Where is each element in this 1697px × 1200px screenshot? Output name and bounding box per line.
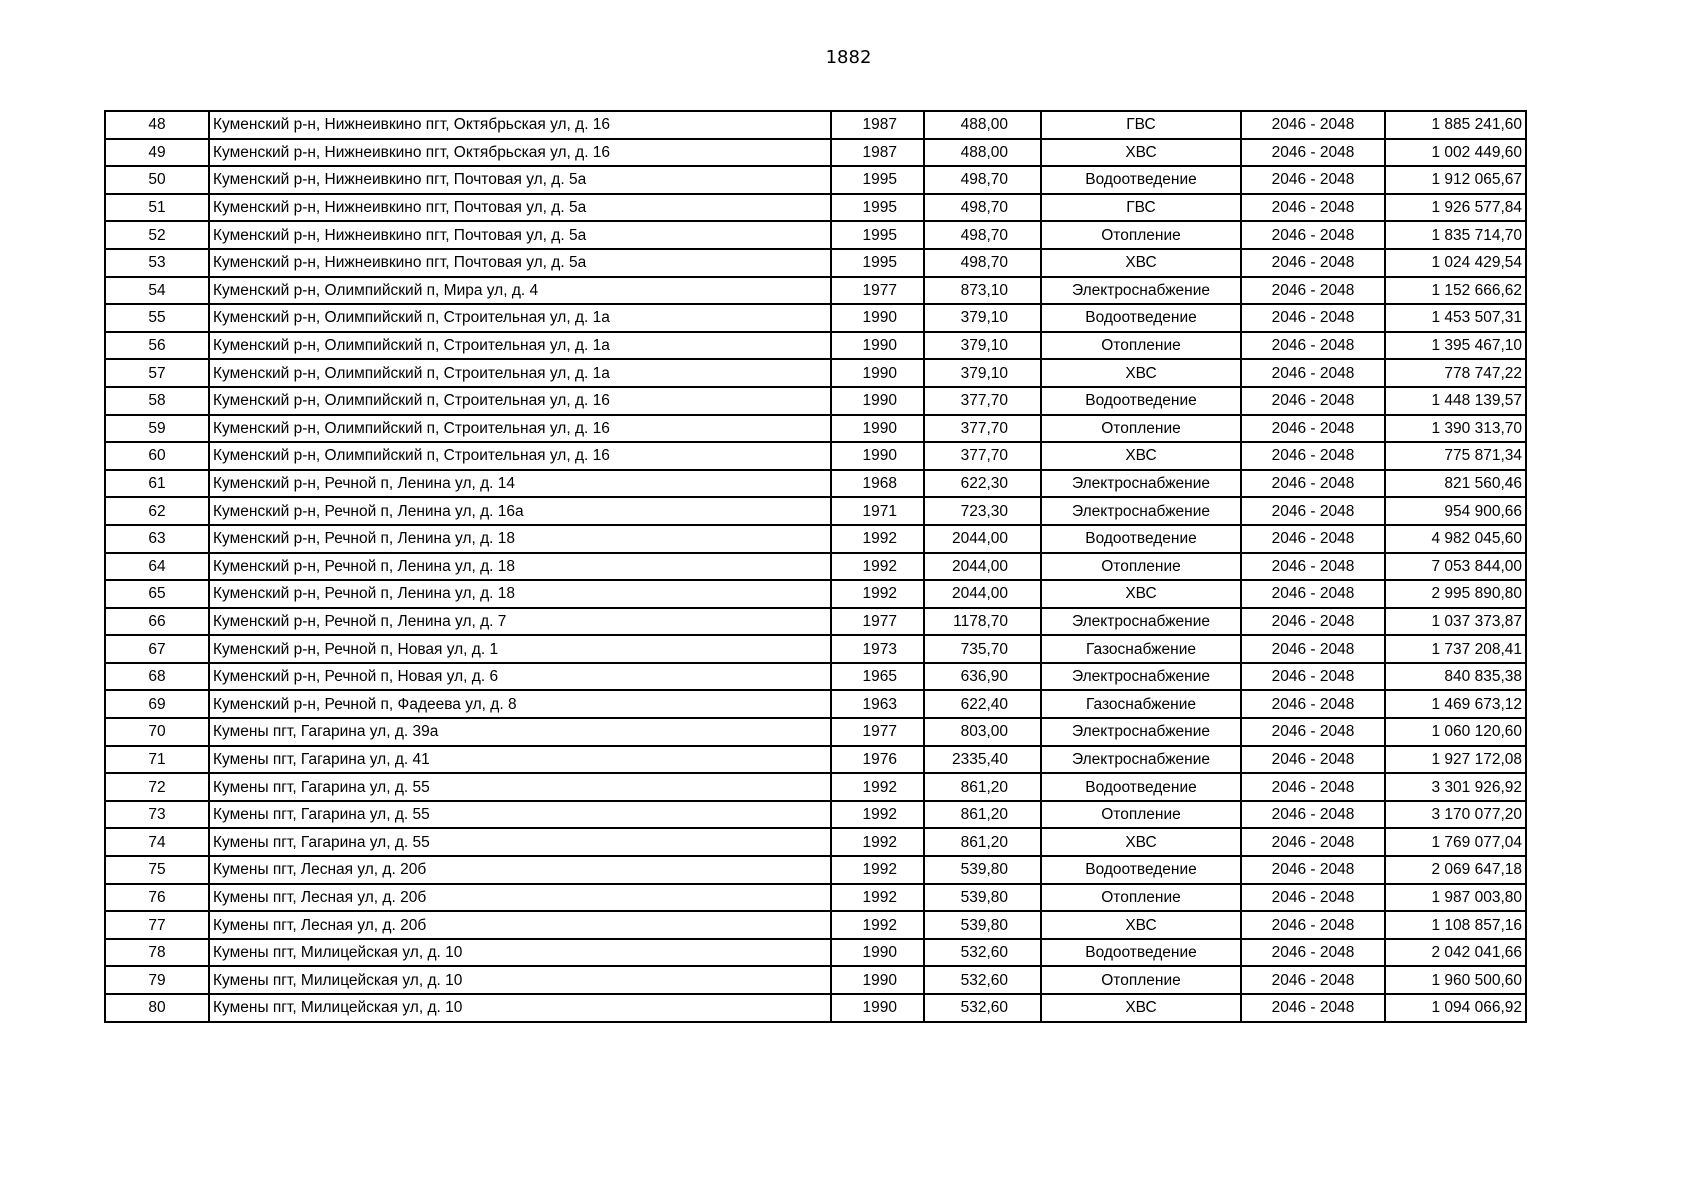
cost-cell: 1 835 714,70 — [1385, 221, 1526, 249]
row-number-cell: 57 — [105, 359, 209, 387]
work-type-cell: ХВС — [1041, 249, 1241, 277]
area-cell: 377,70 — [924, 442, 1041, 470]
address-cell: Кумены пгт, Гагарина ул, д. 55 — [209, 801, 831, 829]
cost-cell: 2 069 647,18 — [1385, 856, 1526, 884]
work-type-cell: ХВС — [1041, 359, 1241, 387]
year-cell: 1987 — [831, 139, 924, 167]
address-cell: Куменский р-н, Речной п, Новая ул, д. 6 — [209, 663, 831, 691]
address-cell: Кумены пгт, Лесная ул, д. 20б — [209, 911, 831, 939]
address-cell: Кумены пгт, Милицейская ул, д. 10 — [209, 966, 831, 994]
area-cell: 622,40 — [924, 690, 1041, 718]
row-number-cell: 65 — [105, 580, 209, 608]
table-row — [105, 884, 1526, 912]
year-cell: 1963 — [831, 690, 924, 718]
address-cell: Куменский р-н, Олимпийский п, Строительная ул, д. 1а — [209, 332, 831, 360]
address-cell: Куменский р-н, Речной п, Ленина ул, д. 14 — [209, 470, 831, 498]
year-cell: 1995 — [831, 221, 924, 249]
row-number-cell: 69 — [105, 690, 209, 718]
address-cell: Кумены пгт, Гагарина ул, д. 55 — [209, 773, 831, 801]
work-type-cell: Отопление — [1041, 884, 1241, 912]
period-cell: 2046 - 2048 — [1241, 966, 1385, 994]
year-cell: 1992 — [831, 884, 924, 912]
work-type-cell: ХВС — [1041, 911, 1241, 939]
work-type-cell: ХВС — [1041, 994, 1241, 1022]
period-cell: 2046 - 2048 — [1241, 166, 1385, 194]
year-cell: 1990 — [831, 332, 924, 360]
row-number-cell: 55 — [105, 304, 209, 332]
area-cell: 735,70 — [924, 635, 1041, 663]
work-type-cell: Водоотведение — [1041, 304, 1241, 332]
table-row — [105, 249, 1526, 277]
table-row — [105, 332, 1526, 360]
cost-cell: 3 301 926,92 — [1385, 773, 1526, 801]
address-cell: Куменский р-н, Олимпийский п, Строительная ул, д. 16 — [209, 387, 831, 415]
address-cell: Куменский р-н, Олимпийский п, Строительная ул, д. 1а — [209, 359, 831, 387]
cost-cell: 1 885 241,60 — [1385, 111, 1526, 139]
row-number-cell: 62 — [105, 497, 209, 525]
cost-cell: 7 053 844,00 — [1385, 553, 1526, 581]
area-cell: 2335,40 — [924, 746, 1041, 774]
work-type-cell: Электроснабжение — [1041, 277, 1241, 305]
work-type-cell: ХВС — [1041, 139, 1241, 167]
table-row — [105, 139, 1526, 167]
cost-cell: 778 747,22 — [1385, 359, 1526, 387]
cost-cell: 3 170 077,20 — [1385, 801, 1526, 829]
area-cell: 377,70 — [924, 387, 1041, 415]
year-cell: 1965 — [831, 663, 924, 691]
row-number-cell: 51 — [105, 194, 209, 222]
address-cell: Кумены пгт, Лесная ул, д. 20б — [209, 856, 831, 884]
area-cell: 488,00 — [924, 111, 1041, 139]
period-cell: 2046 - 2048 — [1241, 387, 1385, 415]
table-row — [105, 387, 1526, 415]
table-row — [105, 111, 1526, 139]
period-cell: 2046 - 2048 — [1241, 139, 1385, 167]
year-cell: 1992 — [831, 828, 924, 856]
table-row — [105, 746, 1526, 774]
address-cell: Кумены пгт, Гагарина ул, д. 55 — [209, 828, 831, 856]
year-cell: 1990 — [831, 939, 924, 967]
year-cell: 1977 — [831, 277, 924, 305]
address-cell: Куменский р-н, Речной п, Ленина ул, д. 7 — [209, 608, 831, 636]
cost-cell: 1 453 507,31 — [1385, 304, 1526, 332]
address-cell: Кумены пгт, Лесная ул, д. 20б — [209, 884, 831, 912]
period-cell: 2046 - 2048 — [1241, 746, 1385, 774]
work-type-cell: Водоотведение — [1041, 166, 1241, 194]
works-table — [104, 110, 1527, 1023]
area-cell: 532,60 — [924, 994, 1041, 1022]
year-cell: 1990 — [831, 994, 924, 1022]
cost-cell: 1 469 673,12 — [1385, 690, 1526, 718]
cost-cell: 1 987 003,80 — [1385, 884, 1526, 912]
area-cell: 636,90 — [924, 663, 1041, 691]
period-cell: 2046 - 2048 — [1241, 580, 1385, 608]
year-cell: 1992 — [831, 525, 924, 553]
row-number-cell: 77 — [105, 911, 209, 939]
table-row — [105, 497, 1526, 525]
page-number: 1882 — [825, 47, 872, 68]
period-cell: 2046 - 2048 — [1241, 470, 1385, 498]
period-cell: 2046 - 2048 — [1241, 884, 1385, 912]
year-cell: 1995 — [831, 194, 924, 222]
table-row — [105, 801, 1526, 829]
address-cell: Кумены пгт, Гагарина ул, д. 41 — [209, 746, 831, 774]
year-cell: 1992 — [831, 580, 924, 608]
row-number-cell: 67 — [105, 635, 209, 663]
table-row — [105, 911, 1526, 939]
period-cell: 2046 - 2048 — [1241, 828, 1385, 856]
table-row — [105, 608, 1526, 636]
area-cell: 498,70 — [924, 249, 1041, 277]
period-cell: 2046 - 2048 — [1241, 497, 1385, 525]
table-row — [105, 221, 1526, 249]
work-type-cell: Водоотведение — [1041, 387, 1241, 415]
row-number-cell: 61 — [105, 470, 209, 498]
area-cell: 498,70 — [924, 194, 1041, 222]
year-cell: 1973 — [831, 635, 924, 663]
work-type-cell: Отопление — [1041, 801, 1241, 829]
address-cell: Куменский р-н, Речной п, Ленина ул, д. 16а — [209, 497, 831, 525]
address-cell: Куменский р-н, Олимпийский п, Строительная ул, д. 16 — [209, 442, 831, 470]
row-number-cell: 75 — [105, 856, 209, 884]
table-row — [105, 994, 1526, 1022]
address-cell: Куменский р-н, Речной п, Ленина ул, д. 18 — [209, 553, 831, 581]
work-type-cell: Водоотведение — [1041, 773, 1241, 801]
row-number-cell: 72 — [105, 773, 209, 801]
cost-cell: 1 395 467,10 — [1385, 332, 1526, 360]
work-type-cell: Электроснабжение — [1041, 746, 1241, 774]
address-cell: Куменский р-н, Речной п, Ленина ул, д. 18 — [209, 580, 831, 608]
row-number-cell: 66 — [105, 608, 209, 636]
work-type-cell: Электроснабжение — [1041, 718, 1241, 746]
period-cell: 2046 - 2048 — [1241, 663, 1385, 691]
area-cell: 539,80 — [924, 911, 1041, 939]
work-type-cell: Газоснабжение — [1041, 635, 1241, 663]
row-number-cell: 68 — [105, 663, 209, 691]
cost-cell: 840 835,38 — [1385, 663, 1526, 691]
cost-cell: 775 871,34 — [1385, 442, 1526, 470]
table-row — [105, 663, 1526, 691]
work-type-cell: ГВС — [1041, 111, 1241, 139]
year-cell: 1990 — [831, 415, 924, 443]
cost-cell: 1 737 208,41 — [1385, 635, 1526, 663]
cost-cell: 1 002 449,60 — [1385, 139, 1526, 167]
cost-cell: 1 448 139,57 — [1385, 387, 1526, 415]
period-cell: 2046 - 2048 — [1241, 525, 1385, 553]
row-number-cell: 54 — [105, 277, 209, 305]
table-row — [105, 415, 1526, 443]
cost-cell: 1 060 120,60 — [1385, 718, 1526, 746]
table-row — [105, 718, 1526, 746]
cost-cell: 1 094 066,92 — [1385, 994, 1526, 1022]
row-number-cell: 71 — [105, 746, 209, 774]
period-cell: 2046 - 2048 — [1241, 221, 1385, 249]
table-row — [105, 966, 1526, 994]
row-number-cell: 80 — [105, 994, 209, 1022]
address-cell: Куменский р-н, Олимпийский п, Строительная ул, д. 1а — [209, 304, 831, 332]
period-cell: 2046 - 2048 — [1241, 359, 1385, 387]
year-cell: 1990 — [831, 442, 924, 470]
table-row — [105, 580, 1526, 608]
cost-cell: 1 390 313,70 — [1385, 415, 1526, 443]
area-cell: 861,20 — [924, 801, 1041, 829]
period-cell: 2046 - 2048 — [1241, 249, 1385, 277]
table-row — [105, 304, 1526, 332]
row-number-cell: 49 — [105, 139, 209, 167]
year-cell: 1977 — [831, 608, 924, 636]
area-cell: 622,30 — [924, 470, 1041, 498]
year-cell: 1990 — [831, 304, 924, 332]
area-cell: 1178,70 — [924, 608, 1041, 636]
area-cell: 873,10 — [924, 277, 1041, 305]
year-cell: 1971 — [831, 497, 924, 525]
address-cell: Куменский р-н, Нижнеивкино пгт, Почтовая ул, д. 5а — [209, 249, 831, 277]
period-cell: 2046 - 2048 — [1241, 111, 1385, 139]
table-row — [105, 773, 1526, 801]
table-row — [105, 635, 1526, 663]
work-type-cell: Газоснабжение — [1041, 690, 1241, 718]
year-cell: 1968 — [831, 470, 924, 498]
work-type-cell: Водоотведение — [1041, 856, 1241, 884]
work-type-cell: Отопление — [1041, 221, 1241, 249]
row-number-cell: 56 — [105, 332, 209, 360]
address-cell: Кумены пгт, Милицейская ул, д. 10 — [209, 939, 831, 967]
area-cell: 532,60 — [924, 966, 1041, 994]
table-row — [105, 939, 1526, 967]
address-cell: Куменский р-н, Речной п, Новая ул, д. 1 — [209, 635, 831, 663]
work-type-cell: Отопление — [1041, 415, 1241, 443]
period-cell: 2046 - 2048 — [1241, 442, 1385, 470]
period-cell: 2046 - 2048 — [1241, 194, 1385, 222]
area-cell: 861,20 — [924, 773, 1041, 801]
work-type-cell: ХВС — [1041, 580, 1241, 608]
work-type-cell: ХВС — [1041, 442, 1241, 470]
year-cell: 1987 — [831, 111, 924, 139]
table-body — [105, 111, 1526, 1022]
area-cell: 539,80 — [924, 884, 1041, 912]
year-cell: 1992 — [831, 801, 924, 829]
period-cell: 2046 - 2048 — [1241, 773, 1385, 801]
row-number-cell: 73 — [105, 801, 209, 829]
period-cell: 2046 - 2048 — [1241, 939, 1385, 967]
year-cell: 1995 — [831, 166, 924, 194]
period-cell: 2046 - 2048 — [1241, 553, 1385, 581]
row-number-cell: 76 — [105, 884, 209, 912]
row-number-cell: 64 — [105, 553, 209, 581]
table-row — [105, 194, 1526, 222]
year-cell: 1992 — [831, 856, 924, 884]
row-number-cell: 48 — [105, 111, 209, 139]
area-cell: 2044,00 — [924, 525, 1041, 553]
area-cell: 2044,00 — [924, 580, 1041, 608]
cost-cell: 1 769 077,04 — [1385, 828, 1526, 856]
work-type-cell: Отопление — [1041, 553, 1241, 581]
year-cell: 1990 — [831, 966, 924, 994]
period-cell: 2046 - 2048 — [1241, 718, 1385, 746]
table-row — [105, 525, 1526, 553]
address-cell: Кумены пгт, Гагарина ул, д. 39а — [209, 718, 831, 746]
address-cell: Кумены пгт, Милицейская ул, д. 10 — [209, 994, 831, 1022]
table-row — [105, 690, 1526, 718]
cost-cell: 821 560,46 — [1385, 470, 1526, 498]
area-cell: 539,80 — [924, 856, 1041, 884]
period-cell: 2046 - 2048 — [1241, 277, 1385, 305]
year-cell: 1990 — [831, 359, 924, 387]
cost-cell: 1 912 065,67 — [1385, 166, 1526, 194]
area-cell: 488,00 — [924, 139, 1041, 167]
year-cell: 1992 — [831, 911, 924, 939]
year-cell: 1992 — [831, 773, 924, 801]
period-cell: 2046 - 2048 — [1241, 994, 1385, 1022]
work-type-cell: Водоотведение — [1041, 939, 1241, 967]
area-cell: 377,70 — [924, 415, 1041, 443]
row-number-cell: 53 — [105, 249, 209, 277]
cost-cell: 2 995 890,80 — [1385, 580, 1526, 608]
area-cell: 723,30 — [924, 497, 1041, 525]
year-cell: 1990 — [831, 387, 924, 415]
year-cell: 1977 — [831, 718, 924, 746]
table-row — [105, 553, 1526, 581]
work-type-cell: Электроснабжение — [1041, 663, 1241, 691]
address-cell: Куменский р-н, Нижнеивкино пгт, Почтовая ул, д. 5а — [209, 221, 831, 249]
area-cell: 532,60 — [924, 939, 1041, 967]
period-cell: 2046 - 2048 — [1241, 856, 1385, 884]
period-cell: 2046 - 2048 — [1241, 690, 1385, 718]
period-cell: 2046 - 2048 — [1241, 332, 1385, 360]
table-row — [105, 359, 1526, 387]
cost-cell: 4 982 045,60 — [1385, 525, 1526, 553]
year-cell: 1995 — [831, 249, 924, 277]
area-cell: 861,20 — [924, 828, 1041, 856]
area-cell: 379,10 — [924, 304, 1041, 332]
year-cell: 1976 — [831, 746, 924, 774]
work-type-cell: Водоотведение — [1041, 525, 1241, 553]
row-number-cell: 79 — [105, 966, 209, 994]
cost-cell: 1 024 429,54 — [1385, 249, 1526, 277]
address-cell: Куменский р-н, Олимпийский п, Строительная ул, д. 16 — [209, 415, 831, 443]
cost-cell: 1 927 172,08 — [1385, 746, 1526, 774]
cost-cell: 1 108 857,16 — [1385, 911, 1526, 939]
address-cell: Куменский р-н, Нижнеивкино пгт, Октябрьская ул, д. 16 — [209, 139, 831, 167]
cost-cell: 1 152 666,62 — [1385, 277, 1526, 305]
work-type-cell: ХВС — [1041, 828, 1241, 856]
work-type-cell: Электроснабжение — [1041, 470, 1241, 498]
work-type-cell: Электроснабжение — [1041, 608, 1241, 636]
table-row — [105, 856, 1526, 884]
cost-cell: 2 042 041,66 — [1385, 939, 1526, 967]
row-number-cell: 70 — [105, 718, 209, 746]
address-cell: Куменский р-н, Нижнеивкино пгт, Почтовая ул, д. 5а — [209, 166, 831, 194]
row-number-cell: 50 — [105, 166, 209, 194]
address-cell: Куменский р-н, Речной п, Фадеева ул, д. 8 — [209, 690, 831, 718]
row-number-cell: 59 — [105, 415, 209, 443]
period-cell: 2046 - 2048 — [1241, 415, 1385, 443]
address-cell: Куменский р-н, Нижнеивкино пгт, Почтовая ул, д. 5а — [209, 194, 831, 222]
area-cell: 498,70 — [924, 166, 1041, 194]
area-cell: 498,70 — [924, 221, 1041, 249]
area-cell: 379,10 — [924, 332, 1041, 360]
area-cell: 803,00 — [924, 718, 1041, 746]
cost-cell: 1 037 373,87 — [1385, 608, 1526, 636]
work-type-cell: Отопление — [1041, 966, 1241, 994]
cost-cell: 954 900,66 — [1385, 497, 1526, 525]
row-number-cell: 78 — [105, 939, 209, 967]
area-cell: 379,10 — [924, 359, 1041, 387]
table-row — [105, 828, 1526, 856]
row-number-cell: 58 — [105, 387, 209, 415]
table-row — [105, 277, 1526, 305]
work-type-cell: Электроснабжение — [1041, 497, 1241, 525]
cost-cell: 1 926 577,84 — [1385, 194, 1526, 222]
work-type-cell: ГВС — [1041, 194, 1241, 222]
row-number-cell: 74 — [105, 828, 209, 856]
area-cell: 2044,00 — [924, 553, 1041, 581]
row-number-cell: 63 — [105, 525, 209, 553]
period-cell: 2046 - 2048 — [1241, 801, 1385, 829]
address-cell: Куменский р-н, Олимпийский п, Мира ул, д. 4 — [209, 277, 831, 305]
period-cell: 2046 - 2048 — [1241, 608, 1385, 636]
period-cell: 2046 - 2048 — [1241, 304, 1385, 332]
period-cell: 2046 - 2048 — [1241, 911, 1385, 939]
table-row — [105, 442, 1526, 470]
table-row — [105, 166, 1526, 194]
address-cell: Куменский р-н, Речной п, Ленина ул, д. 18 — [209, 525, 831, 553]
row-number-cell: 52 — [105, 221, 209, 249]
period-cell: 2046 - 2048 — [1241, 635, 1385, 663]
cost-cell: 1 960 500,60 — [1385, 966, 1526, 994]
address-cell: Куменский р-н, Нижнеивкино пгт, Октябрьская ул, д. 16 — [209, 111, 831, 139]
year-cell: 1992 — [831, 553, 924, 581]
work-type-cell: Отопление — [1041, 332, 1241, 360]
table-row — [105, 470, 1526, 498]
row-number-cell: 60 — [105, 442, 209, 470]
